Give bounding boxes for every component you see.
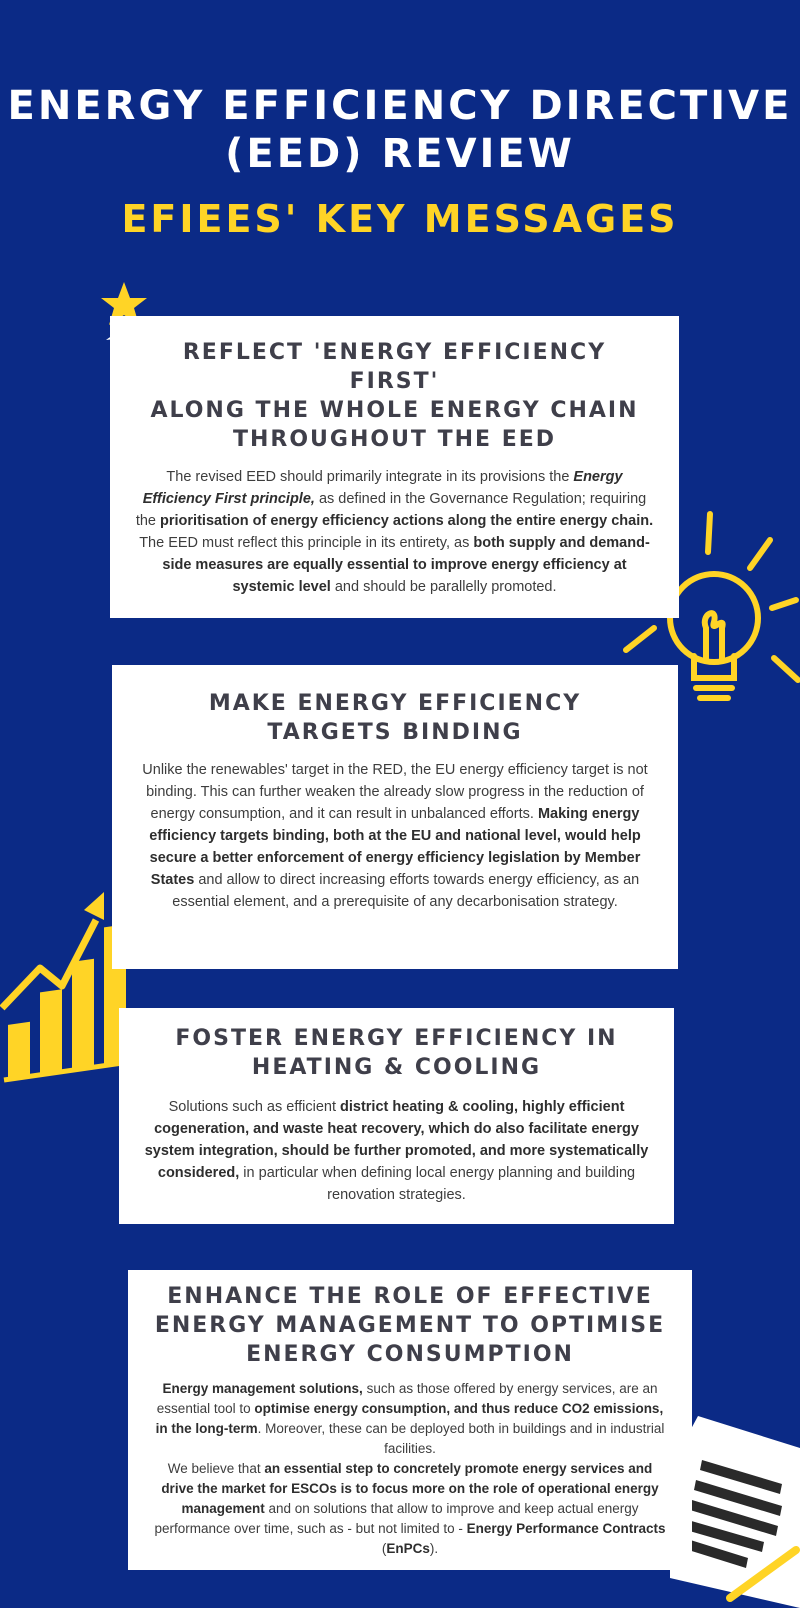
body-text: Solutions such as efficient [168,1099,341,1115]
card-title [141,1024,652,1082]
emphasis-text: optimise energy consumption, and thus reduce CO2 emissions, in the long-term [155,1401,664,1436]
body-text: ). [429,1541,439,1556]
card-title-line: ENHANCE THE ROLE OF EFFECTIVE [167,1284,653,1309]
body-text: and should be parallelly promoted. [330,579,557,595]
card-heating-cooling [119,1008,674,1224]
card-title-line: ALONG THE WHOLE ENERGY CHAIN [150,398,639,423]
title-line-2: (EED) REVIEW [225,131,575,177]
card-body [150,1379,670,1559]
title-line-1: ENERGY EFFICIENCY DIRECTIVE [7,83,793,129]
emphasis-text: EnPCs [386,1541,430,1556]
card-energy-efficiency-first [110,316,679,618]
body-text: . Moreover, these can be deployed both in buildings and in industrial facilities. [257,1421,665,1456]
body-text: The revised EED should primarily integrate in its provisions the [166,469,574,485]
card-title-line: HEATING & COOLING [251,1055,542,1080]
card-title-line: TARGETS BINDING [267,720,523,745]
page-subtitle: EFIEES' KEY MESSAGES [121,197,679,241]
body-text: Unlike the renewables' target in the RED, the EU energy efficiency target is not binding. This can further weaken the already slow progress in the reduction of energy consumption, and it can result in unbalanced efforts. [142,762,648,822]
card-title-line: THROUGHOUT THE EED [232,427,557,452]
card-title [150,1282,670,1369]
page-title [0,82,800,178]
card-energy-management [128,1270,692,1570]
emphasis-text: Energy Efficiency First principle, [142,469,623,507]
card-body [141,1096,652,1206]
emphasis-text: Making energy efficiency targets binding, both at the EU and national level, would help secure a better enforcement of energy efficiency legislation by Member States [149,806,641,888]
emphasis-text: district heating & cooling, highly efficient cogeneration, and waste heat recovery, which do also facilitate energy system integration, should be further promoted, and more systematically considered, [144,1099,649,1181]
emphasis-text: an essential step to concretely promote energy services and drive the market for ESCOs is to focus more on the role of operational energy management [161,1461,659,1516]
body-text: and on solutions that allow to improve and keep actual energy performance over time, such as - but not limited to - [154,1501,639,1536]
body-text: in particular when defining local energy planning and building renovation strategies. [239,1165,636,1203]
card-title [136,689,654,747]
card-title-line: FOSTER ENERGY EFFICIENCY IN [175,1026,618,1051]
body-text: such as those offered by energy services, are an essential tool to [156,1381,658,1416]
emphasis-text: Energy management solutions, [162,1381,363,1396]
body-text: ( [381,1541,387,1556]
emphasis-text: Energy Performance Contracts [466,1521,666,1536]
card-body [134,466,655,598]
body-text: and allow to direct increasing efforts towards energy efficiency, as an essential element, and a prerequisite of any decarbonisation strategy. [172,872,640,910]
body-text: The EED must reflect this principle in its entirety, as [139,535,474,551]
card-binding-targets [112,665,678,969]
card-title [134,338,655,454]
card-body [136,759,654,913]
card-title-line: ENERGY CONSUMPTION [246,1342,574,1367]
card-title-line: MAKE ENERGY EFFICIENCY [208,691,582,716]
card-title-line: ENERGY MANAGEMENT TO OPTIMISE [154,1313,666,1338]
body-text: We believe that [167,1461,265,1476]
emphasis-text: prioritisation of energy efficiency actions along the entire energy chain. [160,513,654,529]
emphasis-text: both supply and demand-side measures are equally essential to improve energy efficiency at systemic level [162,535,650,595]
card-title-line: REFLECT 'ENERGY EFFICIENCY FIRST' [182,340,607,394]
body-text: as defined in the Governance Regulation; requiring the [135,491,647,529]
